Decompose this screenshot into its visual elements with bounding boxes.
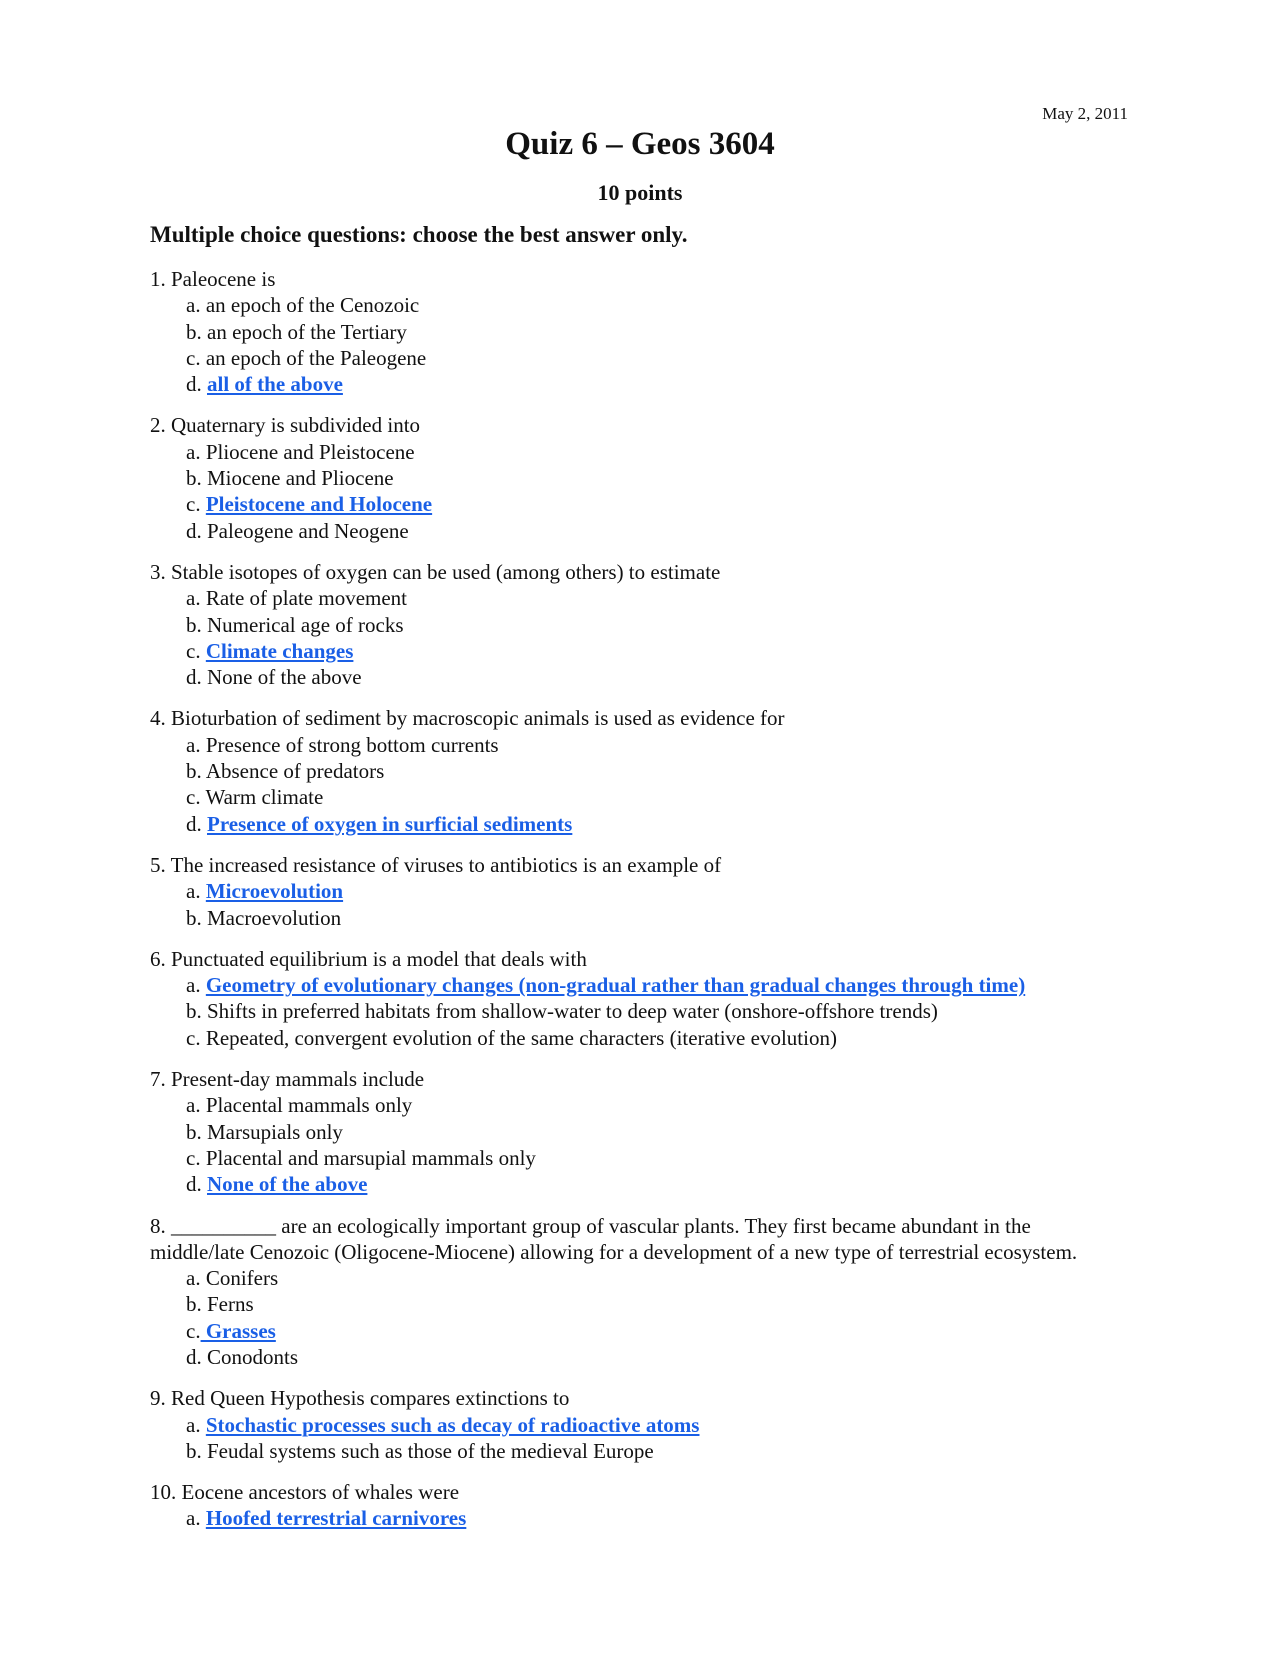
option-c [150,491,1130,517]
correct-answer-link[interactable]: Pleistocene and Holocene [205,492,433,517]
question-2 [150,412,1130,543]
correct-answer-link[interactable]: None of the above [207,1172,368,1197]
option-prefix: b. [186,612,207,637]
option-prefix: b. [186,1438,207,1463]
option-prefix: a. [186,1093,206,1118]
quiz-points: 10 points [597,180,683,205]
option-prefix: d. [186,518,207,543]
option-prefix: a. [186,586,206,611]
option-c [150,345,1130,371]
option-c [150,1025,1130,1051]
option-text: Miocene and Pliocene [207,466,394,491]
question-7 [150,1066,1130,1197]
correct-answer-link[interactable]: Stochastic processes such as decay of radioactive atoms [205,1412,700,1437]
option-text: Absence of predators [205,759,385,784]
option-d [150,1171,1130,1197]
option-c [150,784,1130,810]
option-b [150,1291,1130,1317]
option-text: Paleogene and Neogene [207,518,409,543]
option-b [150,998,1130,1024]
option-prefix: d. [186,1344,207,1369]
option-a [150,732,1130,758]
option-d [150,811,1130,837]
option-text: Pliocene and Pleistocene [205,439,415,464]
option-text: an epoch of the Tertiary [207,319,407,344]
option-text: an epoch of the Paleogene [205,345,427,370]
option-prefix: b. [186,1292,207,1317]
question-stem: 4. Bioturbation of sediment by macroscopic animals is used as evidence for [150,706,785,731]
question-9 [150,1385,1130,1464]
question-1 [150,266,1130,397]
option-a [150,585,1130,611]
option-d [150,1344,1130,1370]
option-prefix: a. [186,1266,206,1291]
option-text: Shifts in preferred habitats from shallow-water to deep water (onshore-offshore trends) [207,999,938,1024]
option-prefix: a. [186,293,206,318]
option-prefix: b. [186,1119,207,1144]
option-b [150,1438,1130,1464]
question-6 [150,946,1130,1051]
correct-answer-link[interactable]: Presence of oxygen in surficial sediments [207,811,573,836]
option-c [150,638,1130,664]
option-text: Conifers [205,1266,279,1291]
option-text: Presence of strong bottom currents [205,732,499,757]
option-b [150,612,1130,638]
option-text: Repeated, convergent evolution of the same characters (iterative evolution) [205,1025,837,1050]
question-stem: 3. Stable isotopes of oxygen can be used (among others) to estimate [150,559,721,584]
option-prefix: c. [186,345,206,370]
correct-answer-link[interactable]: Climate changes [205,638,354,663]
quiz-instructions: Multiple choice questions: choose the best answer only. [150,222,688,247]
option-text: Macroevolution [207,905,342,930]
question-10 [150,1479,1130,1532]
option-prefix: c. [186,1025,206,1050]
option-a [150,972,1130,998]
option-prefix: c. [186,785,206,810]
quiz-title: Quiz 6 – Geos 3604 [505,126,775,162]
option-b [150,465,1130,491]
option-prefix: a. [186,1412,206,1437]
option-prefix: c. [186,492,206,517]
option-prefix: a. [186,732,206,757]
option-text: Marsupials only [207,1119,343,1144]
option-a [150,439,1130,465]
option-b [150,1119,1130,1145]
option-text: None of the above [207,665,362,690]
correct-answer-link[interactable]: all of the above [207,372,343,397]
option-prefix: a. [186,879,206,904]
option-prefix: c. [186,1145,206,1170]
option-b [150,758,1130,784]
correct-answer-link[interactable]: Geometry of evolutionary changes (non-gradual rather than gradual changes through time) [205,973,1026,998]
option-prefix: d. [186,1172,207,1197]
question-stem: 8. __________ are an ecologically important group of vascular plants. They first became abundant in the middle/late Cenozoic (Oligocene-Miocene) allowing for a development of a new type of terrestrial ecosystem. [150,1213,1078,1264]
question-list [150,266,1130,1547]
question-stem: 5. The increased resistance of viruses to antibiotics is an example of [150,852,722,877]
correct-answer-link[interactable]: Microevolution [205,879,344,904]
option-b [150,905,1130,931]
option-a [150,1412,1130,1438]
option-prefix: d. [186,372,207,397]
correct-answer-link[interactable]: Hoofed terrestrial carnivores [205,1506,467,1531]
option-prefix: b. [186,759,206,784]
question-8 [150,1213,1130,1371]
question-3 [150,559,1130,690]
option-a [150,1505,1130,1531]
option-d [150,518,1130,544]
option-a [150,1092,1130,1118]
option-c [150,1145,1130,1171]
option-a [150,1265,1130,1291]
option-prefix: a. [186,439,206,464]
option-text: Rate of plate movement [205,586,408,611]
option-text: Placental and marsupial mammals only [205,1145,536,1170]
option-prefix: a. [186,1506,206,1531]
question-stem: 6. Punctuated equilibrium is a model that deals with [150,946,587,971]
option-prefix: b. [186,319,207,344]
option-prefix: c. [186,638,206,663]
option-text: Ferns [207,1292,254,1317]
question-5 [150,852,1130,931]
option-text: Conodonts [207,1344,299,1369]
question-stem: 7. Present-day mammals include [150,1067,425,1092]
option-text: an epoch of the Cenozoic [205,293,420,318]
option-text: Feudal systems such as those of the medieval Europe [207,1438,654,1463]
question-stem: 1. Paleocene is [150,267,276,291]
correct-answer-link[interactable]: Grasses [200,1318,276,1343]
option-prefix: a. [186,973,206,998]
option-d [150,664,1130,690]
option-prefix: d. [186,665,207,690]
question-stem: 9. Red Queen Hypothesis compares extinctions to [150,1386,570,1411]
option-prefix: c. [186,1318,201,1343]
question-4 [150,705,1130,836]
option-d [150,371,1130,397]
option-prefix: d. [186,811,207,836]
option-b [150,319,1130,345]
option-prefix: b. [186,999,207,1024]
option-text: Placental mammals only [205,1093,413,1118]
option-c [150,1318,1130,1344]
option-prefix: b. [186,905,207,930]
option-a [150,292,1130,318]
option-prefix: b. [186,466,207,491]
question-stem: 10. Eocene ancestors of whales were [150,1480,460,1505]
option-text: Warm climate [205,785,324,810]
question-stem: 2. Quaternary is subdivided into [150,413,421,438]
option-text: Numerical age of rocks [207,612,404,637]
option-a [150,878,1130,904]
quiz-date: May 2, 2011 [1042,104,1128,123]
